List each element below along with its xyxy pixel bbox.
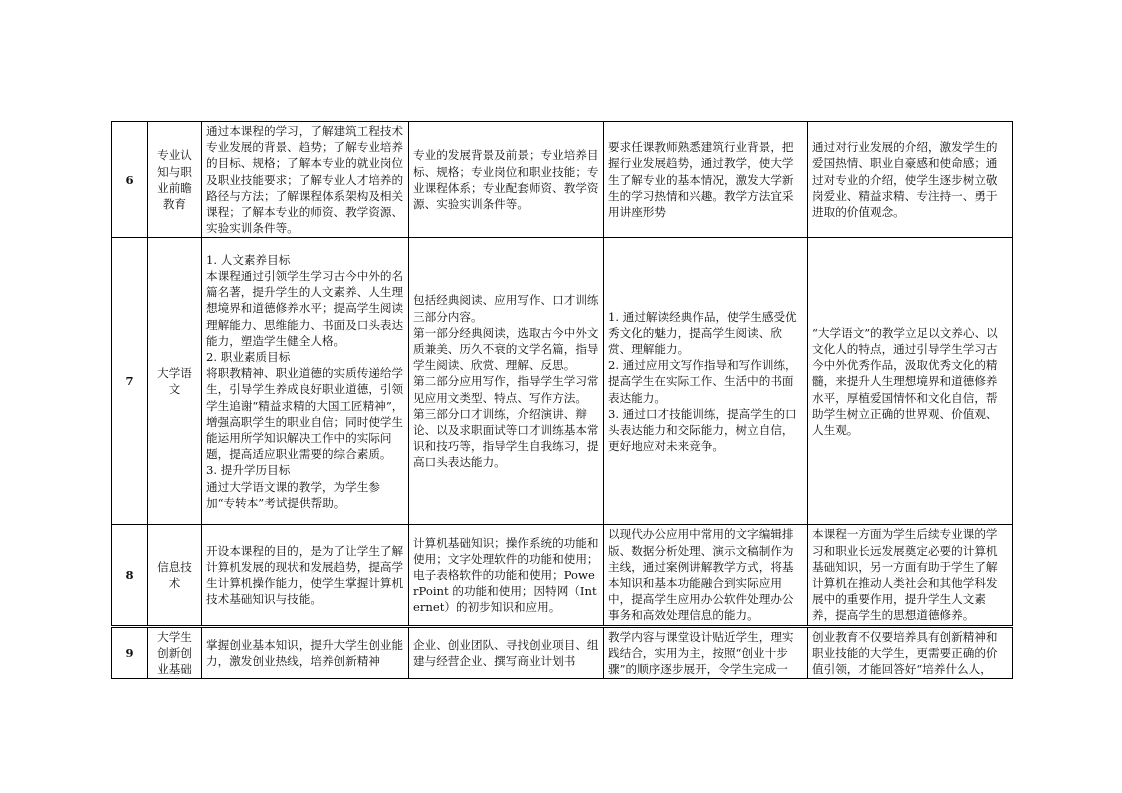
course-name: 大学语文 bbox=[148, 238, 202, 525]
row-number: 6 bbox=[112, 122, 148, 238]
content-line: 第一部分经典阅读，选取古今中外文质兼美、历久不衰的文学名篇，指导学生阅读、欣赏、理解、反思。 bbox=[413, 325, 599, 373]
row-number: 7 bbox=[112, 238, 148, 525]
ideological-goal: 本课程一方面为学生后续专业课的学习和职业长远发展奠定必要的计算机基础知识，另一方面有助于学生了解计算机在推动人类社会和其他学科发展中的重要作用，提升学生人文素养，提高学生的思想道德修养。 bbox=[808, 525, 1013, 626]
course-goal bbox=[202, 238, 409, 525]
goal-line: 本课程通过引领学生学习古今中外的名篇名著，提升学生的人文素养、人生理想境界和道德修养水平；提高学生阅读理解能力、思维能力、书面及口头表达能力，塑造学生健全人格。 bbox=[206, 269, 404, 348]
goal-line: 将职教精神、职业道德的实质传递给学生，引导学生养成良好职业道德，引领学生追谢“精益求精的大国工匠精神”，增强高职学生的职业自信；同时使学生能运用所学知识解决工作中的实际问题，提高适应职业需要的综合素质。 bbox=[206, 366, 404, 462]
method-line: 2. 通过应用文写作指导和写作训练，提高学生在实际工作、生活中的书面表达能力。 bbox=[608, 358, 797, 405]
row-number: 8 bbox=[112, 525, 148, 626]
table-row bbox=[112, 525, 1013, 626]
teaching-method: 要求任课教师熟悉建筑行业背景，把握行业发展趋势，通过教学，使大学生了解专业的基本情况，激发大学新生的学习热情和兴趣。教学方法宜采用讲座形势 bbox=[604, 122, 808, 238]
goal-line: 3. 提升学历目标 bbox=[206, 463, 291, 478]
course-content: 计算机基础知识；操作系统的功能和使用；文字处理软件的功能和使用；电子表格软件的功能和使用；PowerPoint 的功能和使用；因特网（Internet）的初步知识和应用。 bbox=[409, 525, 604, 626]
course-content: 专业的发展背景及前景；专业培养目标、规格；专业岗位和职业技能；专业课程体系；专业配套师资、教学资源、实验实训条件等。 bbox=[409, 122, 604, 238]
course-name: 大学生创新创业基础 bbox=[148, 626, 202, 679]
course-goal: 掌握创业基本知识，提升大学生创业能力，激发创业热线，培养创新精神 bbox=[202, 626, 409, 679]
table-row bbox=[112, 238, 1013, 525]
teaching-method: 教学内容与课堂设计贴近学生，理实践结合，实用为主，按照“创业十步骤”的顺序逐步展开，令学生完成一 bbox=[604, 626, 808, 679]
table-row bbox=[112, 122, 1013, 238]
course-name: 信息技术 bbox=[148, 525, 202, 626]
goal-line: 2. 职业素质目标 bbox=[206, 350, 291, 365]
content-line: 第二部分应用写作，指导学生学习常见应用文类型、特点、写作方法。 bbox=[413, 374, 599, 405]
course-table bbox=[111, 121, 1013, 679]
goal-line: 通过大学语文课的教学，为学生参加“专转本”考试提供帮助。 bbox=[206, 479, 380, 510]
row-number: 9 bbox=[112, 626, 148, 679]
content-line: 包括经典阅读、应用写作、口才训练三部分内容。 bbox=[413, 293, 599, 324]
content-line: 第三部分口才训练，介绍演讲、辩论、以及求职面试等口才训练基本常识和技巧等，指导学生自我练习，提高口头表达能力。 bbox=[413, 406, 599, 470]
goal-line: 1. 人文素养目标 bbox=[206, 252, 291, 267]
ideological-goal: 创业教育不仅要培养具有创新精神和职业技能的大学生，更需要正确的价值引领，才能回答好“培养什么人， bbox=[808, 626, 1013, 679]
course-content bbox=[409, 238, 604, 525]
ideological-goal: 通过对行业发展的介绍，激发学生的爱国热情、职业自豪感和使命感；通过对专业的介绍，使学生逐步树立敬岗爱业、精益求精、专注持一、勇于进取的价值观念。 bbox=[808, 122, 1013, 238]
method-line: 3. 通过口才技能训练，提高学生的口头表达能力和交际能力，树立自信，更好地应对未来竞争。 bbox=[608, 406, 797, 454]
table-row bbox=[112, 626, 1013, 679]
teaching-method bbox=[604, 238, 808, 525]
teaching-method: 以现代办公应用中常用的文字编辑排版、数据分析处理、演示文稿制作为主线，通过案例讲解教学方式，将基本知识和基本功能融合到实际应用中，提高学生应用办公软件处理办公事务和高效处理信息的能力。 bbox=[604, 525, 808, 626]
course-content: 企业、创业团队、寻找创业项目、组建与经营企业、撰写商业计划书 bbox=[409, 626, 604, 679]
course-name: 专业认知与职业前瞻教育 bbox=[148, 122, 202, 238]
method-line: 1. 通过解读经典作品，使学生感受优秀文化的魅力，提高学生阅读、欣赏、理解能力。 bbox=[608, 309, 797, 356]
ideological-goal: “大学语文”的教学立足以文养心、以文化人的特点，通过引导学生学习古今中外优秀作品，汲取优秀文化的精髓，来提升人生理想境界和道德修养水平，厚植爱国情怀和文化自信，帮助学生树立正确的世界观、价值观、人生观。 bbox=[808, 238, 1013, 525]
course-goal: 开设本课程的目的，是为了让学生了解计算机发展的现状和发展趋势，提高学生计算机操作能力，使学生掌握计算机技术基础知识与技能。 bbox=[202, 525, 409, 626]
course-goal: 通过本课程的学习，了解建筑工程技术专业发展的背景、趋势；了解专业培养的目标、规格；了解本专业的就业岗位及职业技能要求；了解专业人才培养的路径与方法；了解课程体系架构及相关课程；了解本专业的师资、教学资源、实验实训条件等。 bbox=[202, 122, 409, 238]
